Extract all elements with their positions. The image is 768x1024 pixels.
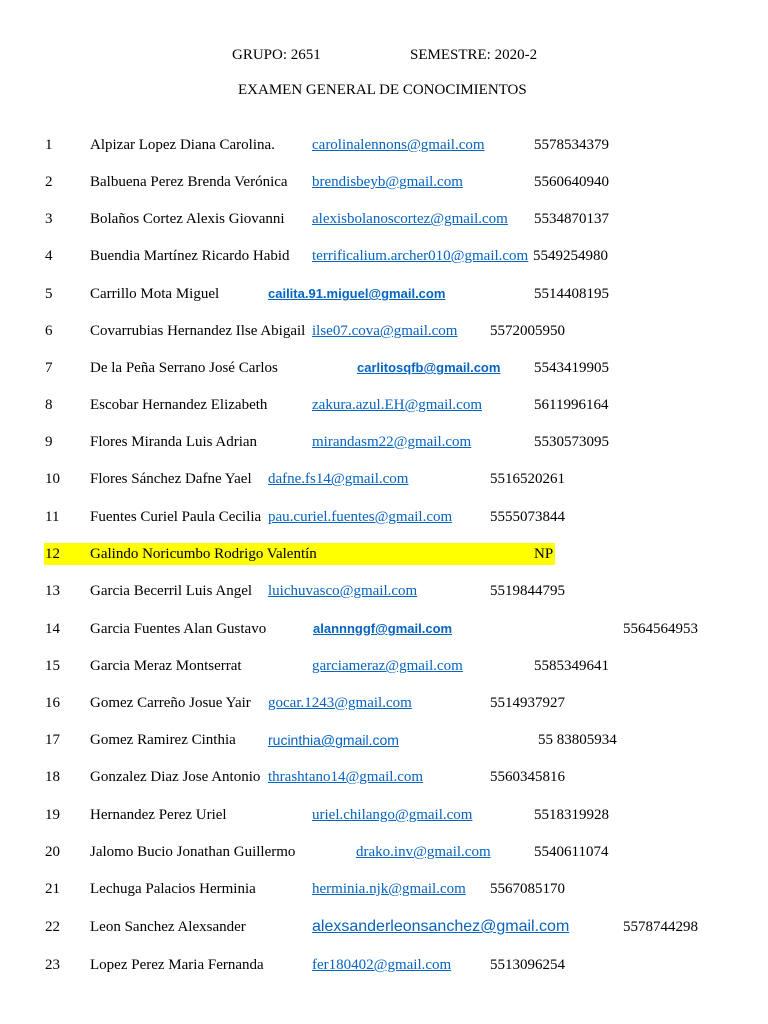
email-link[interactable]: carolinalennons@gmail.com [312,137,485,153]
student-row [0,468,768,490]
student-row [0,208,768,230]
phone-number: 5514408195 [534,286,609,302]
student-name: Covarrubias Hernandez Ilse Abigail [90,323,306,339]
student-name: Galindo Noricumbo Rodrigo Valentín [90,546,317,562]
email-link[interactable]: thrashtano14@gmail.com [268,769,424,785]
phone-number: 5518319928 [534,807,609,823]
student-name: Garcia Fuentes Alan Gustavo [90,621,267,637]
email-link[interactable]: alannnggf@gmail.com [313,621,453,636]
email-link[interactable]: mirandasm22@gmail.com [312,434,472,450]
student-name: Carrillo Mota Miguel [90,286,220,302]
email-link[interactable]: carlitosqfb@gmail.com [357,360,501,375]
row-number: 1 [45,137,53,153]
student-name: Alpizar Lopez Diana Carolina. [90,137,275,153]
row-number: 12 [45,546,60,562]
student-name: Bolaños Cortez Alexis Giovanni [90,211,285,227]
student-name: Fuentes Curiel Paula Cecilia [90,509,262,525]
student-row [0,431,768,453]
student-name: Balbuena Perez Brenda Verónica [90,174,288,190]
student-name: Hernandez Perez Uriel [90,807,227,823]
row-number: 4 [45,248,53,264]
email-link[interactable]: luichuvasco@gmail.com [268,583,418,599]
student-row [0,841,768,863]
row-number: 3 [45,211,53,227]
student-row [0,954,768,976]
phone-number: 5560640940 [534,174,609,190]
row-number: 2 [45,174,53,190]
phone-number: 5572005950 [490,323,565,339]
email-link[interactable]: ilse07.cova@gmail.com [312,323,458,339]
student-name: Gomez Ramirez Cinthia [90,732,236,748]
phone-number: 5543419905 [534,360,609,376]
phone-number: 5516520261 [490,471,565,487]
phone-number: 5549254980 [533,248,608,264]
email-link[interactable]: rucinthia@gmail.com [268,732,399,748]
row-number: 10 [45,471,60,487]
student-row [0,171,768,193]
student-row [0,766,768,788]
student-row [0,655,768,677]
email-link[interactable]: alexisbolanoscortez@gmail.com [312,211,508,227]
row-number: 8 [45,397,53,413]
phone-number: 5578534379 [534,137,609,153]
email-link[interactable]: drako.inv@gmail.com [356,844,491,860]
student-row [0,245,768,267]
student-row [0,804,768,826]
email-link[interactable]: herminia.njk@gmail.com [312,881,466,897]
phone-number: 5513096254 [490,957,565,973]
student-name: Garcia Becerril Luis Angel [90,583,253,599]
phone-number: 5519844795 [490,583,565,599]
row-number: 15 [45,658,60,674]
phone-number: 5567085170 [490,881,565,897]
semester-label: SEMESTRE: 2020-2 [410,47,538,63]
row-number: 5 [45,286,53,302]
phone-number: 5530573095 [534,434,609,450]
row-number: 13 [45,583,60,599]
student-row [0,618,768,640]
student-row [0,692,768,714]
row-number: 14 [45,621,60,637]
student-name: Lechuga Palacios Herminia [90,881,256,897]
email-link[interactable]: gocar.1243@gmail.com [268,695,412,711]
student-row-highlighted [0,543,768,565]
status-np: NP [534,546,554,562]
email-link[interactable]: fer180402@gmail.com [312,957,452,973]
row-number: 9 [45,434,53,450]
email-link[interactable]: terrificalium.archer010@gmail.com [312,248,529,264]
phone-number: 55 83805934 [538,732,617,748]
phone-number: 5611996164 [534,397,609,413]
email-link[interactable]: garciameraz@gmail.com [312,658,463,674]
phone-number: 5555073844 [490,509,565,525]
phone-number: 5560345816 [490,769,565,785]
email-link[interactable]: alexsanderleonsanchez@gmail.com [312,918,570,935]
student-name: Buendia Martínez Ricardo Habid [90,248,290,264]
row-number: 21 [45,881,60,897]
phone-number: 5585349641 [534,658,609,674]
row-number: 6 [45,323,53,339]
email-link[interactable]: brendisbeyb@gmail.com [312,174,463,190]
student-row [0,283,768,305]
row-number: 16 [45,695,60,711]
phone-number: 5578744298 [623,919,698,935]
row-number: 22 [45,919,60,935]
student-row [0,320,768,342]
row-number: 20 [45,844,60,860]
student-row [0,394,768,416]
row-number: 7 [45,360,53,376]
student-name: Jalomo Bucio Jonathan Guillermo [90,844,296,860]
student-row [0,506,768,528]
student-name: Flores Sánchez Dafne Yael [90,471,252,487]
student-name: Lopez Perez Maria Fernanda [90,957,264,973]
row-number: 18 [45,769,60,785]
student-name: Escobar Hernandez Elizabeth [90,397,268,413]
phone-number: 5514937927 [490,695,565,711]
student-row [0,916,768,938]
student-name: Leon Sanchez Alexsander [90,919,246,935]
email-link[interactable]: zakura.azul.EH@gmail.com [312,397,482,413]
email-link[interactable]: uriel.chilango@gmail.com [312,807,473,823]
row-number: 19 [45,807,60,823]
student-name: Flores Miranda Luis Adrian [90,434,258,450]
student-row [0,580,768,602]
student-name: De la Peña Serrano José Carlos [90,360,278,376]
email-link[interactable]: pau.curiel.fuentes@gmail.com [268,509,453,525]
phone-number: 5540611074 [534,844,609,860]
row-number: 23 [45,957,60,973]
student-name: Gonzalez Diaz Jose Antonio [90,769,261,785]
phone-number: 5534870137 [534,211,609,227]
row-number: 17 [45,732,60,748]
row-number: 11 [45,509,60,525]
student-name: Gomez Carreño Josue Yair [90,695,251,711]
email-link[interactable]: dafne.fs14@gmail.com [268,471,409,487]
email-link[interactable]: cailita.91.miguel@gmail.com [268,286,446,301]
student-row [0,357,768,379]
student-name: Garcia Meraz Montserrat [90,658,242,674]
student-row [0,134,768,156]
student-row [0,729,768,751]
student-row [0,878,768,900]
phone-number: 5564564953 [623,621,698,637]
document-title: EXAMEN GENERAL DE CONOCIMIENTOS [238,82,527,98]
group-label: GRUPO: 2651 [232,47,321,63]
